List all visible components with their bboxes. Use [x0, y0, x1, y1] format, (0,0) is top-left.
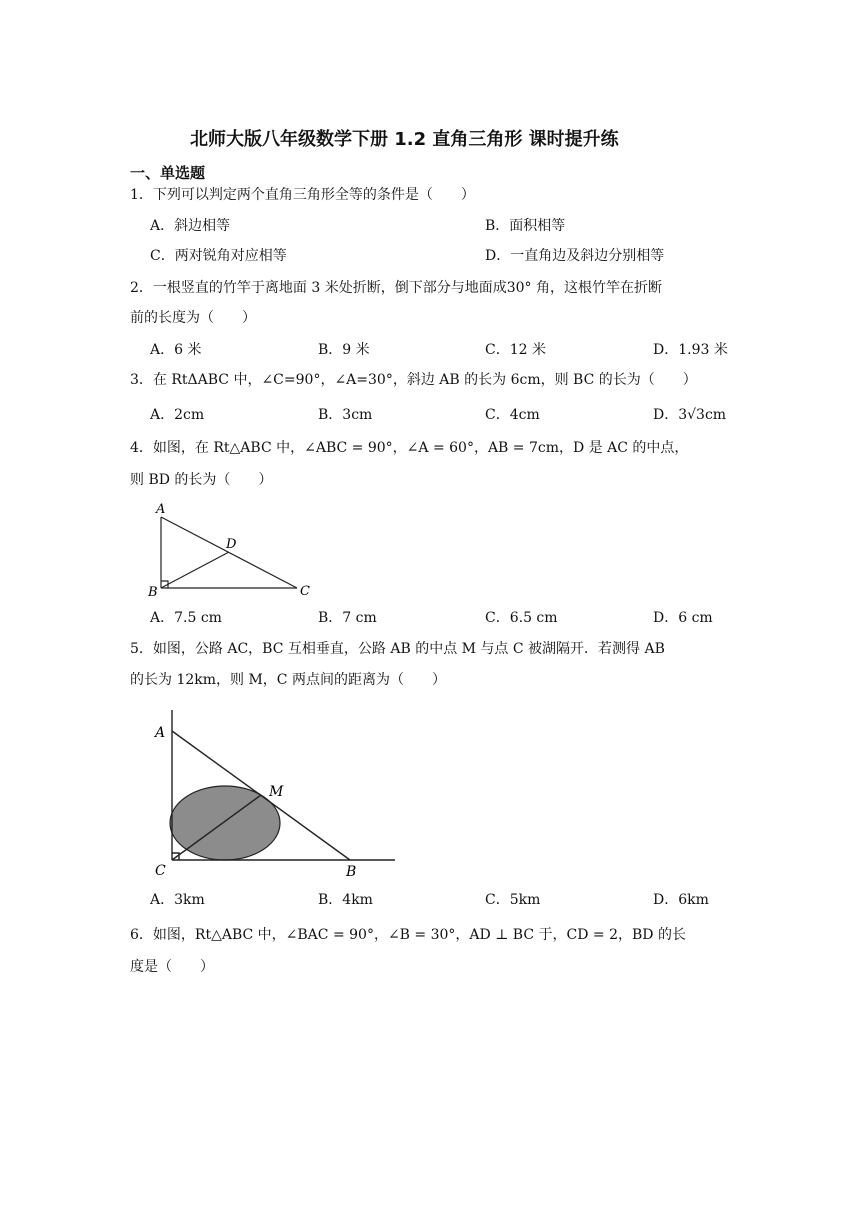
question-5-stem-line2: 的长为 12km，则 M，C 两点间的距离为（ ）	[130, 672, 446, 688]
question-2-option-d[interactable]: D．1.93 米	[653, 342, 728, 358]
q5-label-m: M	[269, 784, 284, 800]
question-5-stem-line1: 5．如图，公路 AC，BC 互相垂直，公路 AB 的中点 M 与点 C 被湖隔开．若测得 AB	[130, 641, 665, 657]
question-1-option-c[interactable]: C．两对锐角对应相等	[150, 248, 287, 264]
question-4-option-a[interactable]: A．7.5 cm	[150, 610, 222, 626]
q4-label-d: D	[226, 537, 237, 552]
q5-label-a: A	[155, 725, 166, 741]
question-2-option-b[interactable]: B．9 米	[318, 342, 370, 358]
question-5-option-c[interactable]: C．5km	[485, 892, 541, 908]
question-4-option-c[interactable]: C．6.5 cm	[485, 610, 558, 626]
section-heading: 一、单选题	[130, 164, 206, 182]
question-6-stem-line1: 6．如图，Rt△ABC 中，∠BAC = 90°，∠B = 30°，AD ⊥ BC 于，CD = 2，BD 的长	[130, 927, 686, 943]
question-4-option-d[interactable]: D．6 cm	[653, 610, 713, 626]
q4-label-a: A	[156, 502, 166, 517]
question-2-option-c[interactable]: C．12 米	[485, 342, 546, 358]
question-3-option-c[interactable]: C．4cm	[485, 407, 540, 423]
question-1-option-a[interactable]: A．斜边相等	[150, 218, 231, 234]
question-5-figure	[145, 700, 405, 880]
question-1-stem: 1．下列可以判定两个直角三角形全等的条件是（ ）	[130, 187, 475, 203]
question-3-stem: 3．在 RtΔABC 中，∠C=90°，∠A=30°，斜边 AB 的长为 6cm，则 BC 的长为（ ）	[130, 372, 697, 388]
question-6-stem-line2: 度是（ ）	[130, 959, 214, 975]
question-5-option-a[interactable]: A．3km	[150, 892, 205, 908]
question-4-stem-line2: 则 BD 的长为（ ）	[130, 472, 273, 488]
question-2-option-a[interactable]: A．6 米	[150, 342, 202, 358]
question-3-option-b[interactable]: B．3cm	[318, 407, 373, 423]
question-4-option-b[interactable]: B．7 cm	[318, 610, 377, 626]
question-4-stem-line1: 4．如图，在 Rt△ABC 中，∠ABC = 90°，∠A = 60°，AB = 7cm，D 是 AC 的中点，	[130, 440, 689, 456]
question-3-option-a[interactable]: A．2cm	[150, 407, 205, 423]
question-5-option-d[interactable]: D．6km	[653, 892, 709, 908]
question-2-stem-line1: 2．一根竖直的竹竿于离地面 3 米处折断，倒下部分与地面成30° 角，这根竹竿在折断	[130, 280, 662, 296]
q5-label-c: C	[155, 863, 166, 879]
page-title: 北师大版八年级数学下册 1.2 直角三角形 课时提升练	[190, 129, 619, 150]
question-5-option-b[interactable]: B．4km	[318, 892, 373, 908]
q4-label-c: C	[300, 584, 310, 599]
question-1-option-d[interactable]: D．一直角边及斜边分别相等	[485, 248, 665, 264]
question-4-figure	[140, 495, 340, 605]
question-2-stem-line2: 前的长度为（ ）	[130, 310, 256, 326]
question-1-option-b[interactable]: B．面积相等	[485, 218, 566, 234]
q5-label-b: B	[346, 864, 357, 880]
q4-label-b: B	[148, 585, 158, 600]
question-3-option-d[interactable]: D．3√3cm	[653, 407, 727, 423]
